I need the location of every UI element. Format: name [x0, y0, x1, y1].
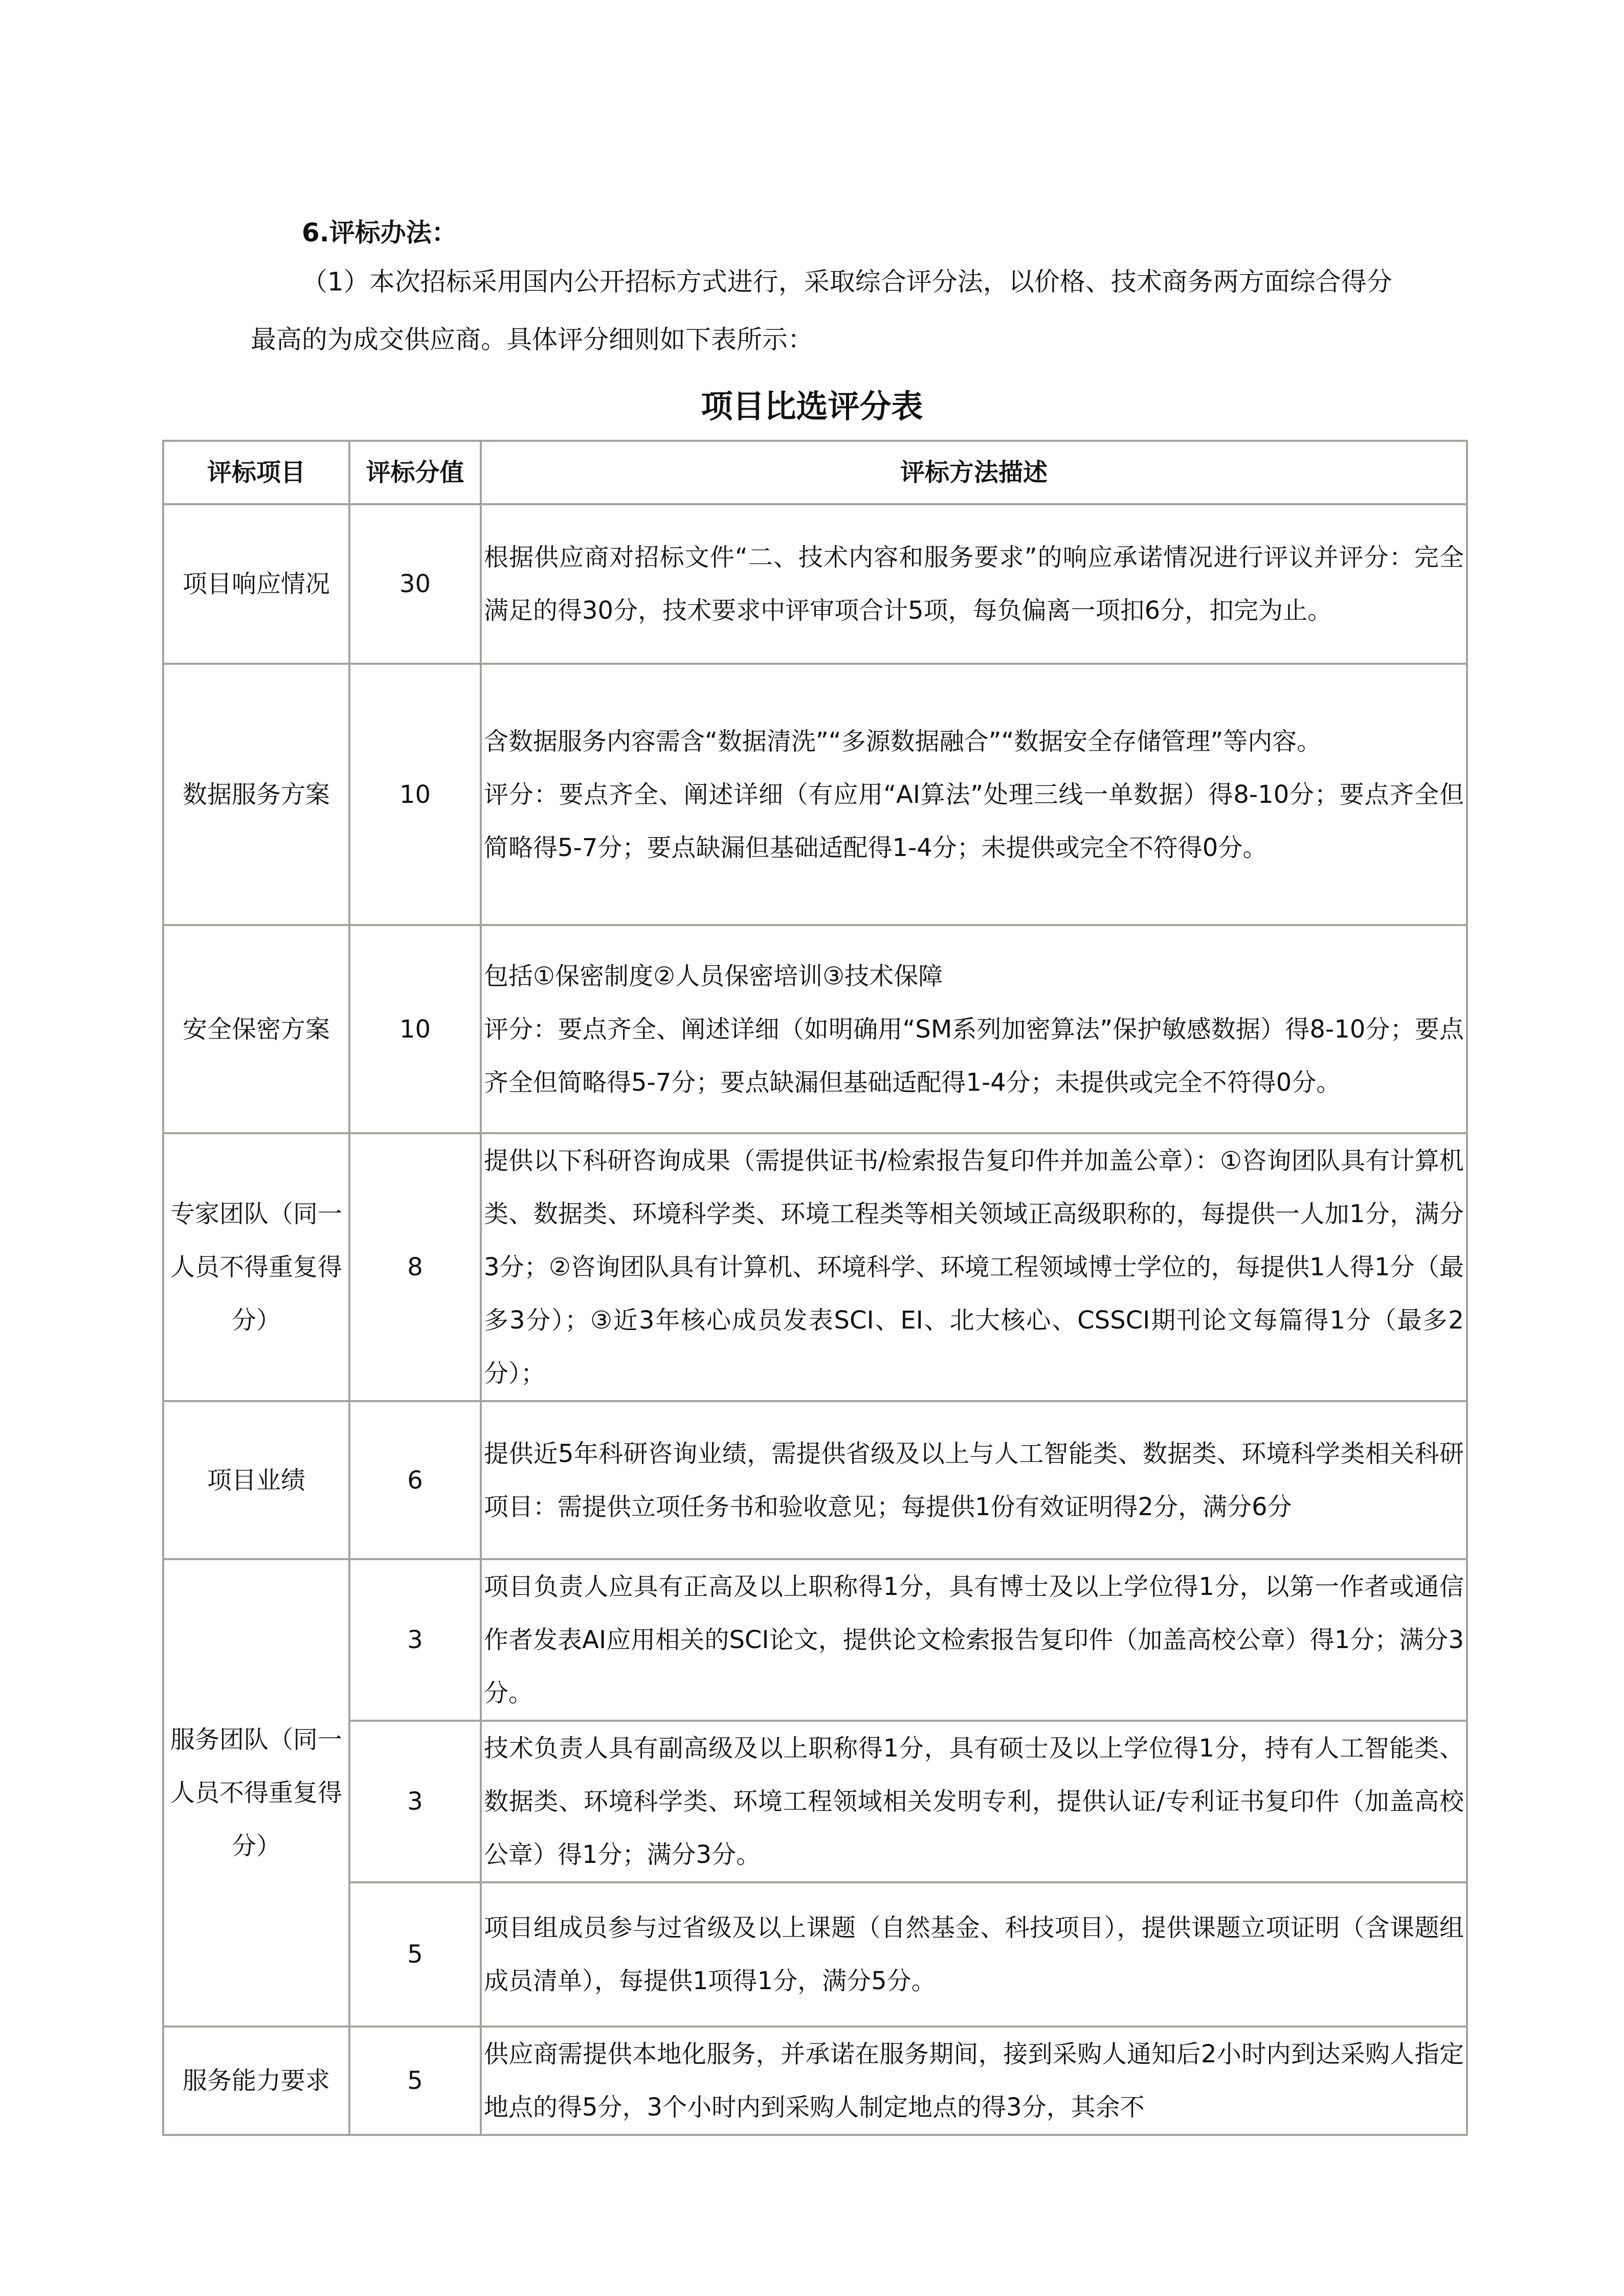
row-score: 8	[349, 1133, 481, 1401]
row-item: 专家团队（同一人员不得重复得分）	[163, 1133, 349, 1401]
description-paragraph: 包括①保密制度②人员保密培训③技术保障	[484, 961, 943, 991]
table-row	[163, 1559, 1467, 1721]
header-score: 评标分值	[349, 441, 481, 504]
table-header-row	[163, 441, 1467, 504]
row-score: 6	[349, 1401, 481, 1559]
table-row	[163, 2027, 1467, 2135]
description-paragraph: 项目负责人应具有正高及以上职称得1分，具有博士及以上学位得1分，以第一作者或通信作者发表AI应用相关的SCI论文，提供论文检索报告复印件（加盖高校公章）得1分；满分3分。	[484, 1572, 1464, 1707]
description-paragraph: 供应商需提供本地化服务，并承诺在服务期间，接到采购人通知后2小时内到达采购人指定地点的得5分，3个小时内到采购人制定地点的得3分，其余不	[484, 2040, 1464, 2122]
intro-text: （1）本次招标采用国内公开招标方式进行，采取综合评分法，以价格、技术商务两方面综合得分最高的为成交供应商。具体评分细则如下表所示：	[251, 267, 1392, 354]
table-row	[163, 925, 1467, 1133]
row-score: 3	[349, 1721, 481, 1882]
description-paragraph: 提供以下科研咨询成果（需提供证书/检索报告复印件并加盖公章）：①咨询团队具有计算机类、数据类、环境科学类、环境工程类等相关领域正高级职称的，每提供一人加1分，满分3分；②咨询团队具有计算机、环境科学、环境工程领域博士学位的，每提供1人得1分（最多3分）；③近3年核心成员发表SCI、EI、北大核心、CSSCI期刊论文每篇得1分（最多2分）；	[484, 1146, 1464, 1388]
row-score: 5	[349, 1882, 481, 2027]
row-score: 10	[349, 664, 481, 925]
table-row	[163, 1721, 1467, 1882]
row-score: 3	[349, 1559, 481, 1721]
header-method: 评标方法描述	[481, 441, 1467, 504]
table-row	[163, 1401, 1467, 1559]
row-description	[481, 1882, 1467, 2027]
description-paragraph: 评分：要点齐全、阐述详细（如明确用“SM系列加密算法”保护敏感数据）得8-10分；要点齐全但简略得5-7分；要点缺漏但基础适配得1-4分；未提供或完全不符得0分。	[484, 1015, 1464, 1097]
table-row	[163, 664, 1467, 925]
row-description	[481, 1133, 1467, 1401]
row-item: 服务能力要求	[163, 2027, 349, 2135]
row-item: 安全保密方案	[163, 925, 349, 1133]
description-paragraph: 提供近5年科研咨询业绩，需提供省级及以上与人工智能类、数据类、环境科学类相关科研项目：需提供立项任务书和验收意见；每提供1份有效证明得2分，满分6分	[484, 1439, 1464, 1521]
row-description	[481, 1401, 1467, 1559]
description-paragraph: 技术负责人具有副高级及以上职称得1分，具有硕士及以上学位得1分，持有人工智能类、数据类、环境科学类、环境工程领域相关发明专利，提供认证/专利证书复印件（加盖高校公章）得1分；满分3分。	[484, 1734, 1464, 1869]
row-item: 数据服务方案	[163, 664, 349, 925]
row-description	[481, 504, 1467, 664]
table-title: 项目比选评分表	[701, 388, 923, 425]
table-row	[163, 1882, 1467, 2027]
intro-paragraph	[251, 253, 1396, 369]
description-paragraph: 项目组成员参与过省级及以上课题（自然基金、科技项目），提供课题立项证明（含课题组成员清单），每提供1项得1分，满分5分。	[484, 1914, 1464, 1995]
row-item: 项目业绩	[163, 1401, 349, 1559]
row-item: 服务团队（同一人员不得重复得分）	[163, 1559, 349, 2027]
table-row	[163, 1133, 1467, 1401]
description-paragraph: 根据供应商对招标文件“二、技术内容和服务要求”的响应承诺情况进行评议并评分：完全满足的得30分，技术要求中评审项合计5项，每负偏离一项扣6分，扣完为止。	[484, 543, 1464, 625]
row-description	[481, 925, 1467, 1133]
row-score: 30	[349, 504, 481, 664]
row-item: 项目响应情况	[163, 504, 349, 664]
section-heading: 6.评标办法：	[302, 218, 457, 247]
row-score: 10	[349, 925, 481, 1133]
scoring-table	[162, 440, 1468, 2136]
description-paragraph: 评分：要点齐全、阐述详细（有应用“AI算法”处理三线一单数据）得8-10分；要点齐全但简略得5-7分；要点缺漏但基础适配得1-4分；未提供或完全不符得0分。	[484, 780, 1464, 862]
row-description	[481, 1721, 1467, 1882]
row-score: 5	[349, 2027, 481, 2135]
row-description	[481, 2027, 1467, 2135]
row-description	[481, 664, 1467, 925]
header-item: 评标项目	[163, 441, 349, 504]
table-row	[163, 504, 1467, 664]
description-paragraph: 含数据服务内容需含“数据清洗”“多源数据融合”“数据安全存储管理”等内容。	[484, 727, 1322, 756]
row-description	[481, 1559, 1467, 1721]
